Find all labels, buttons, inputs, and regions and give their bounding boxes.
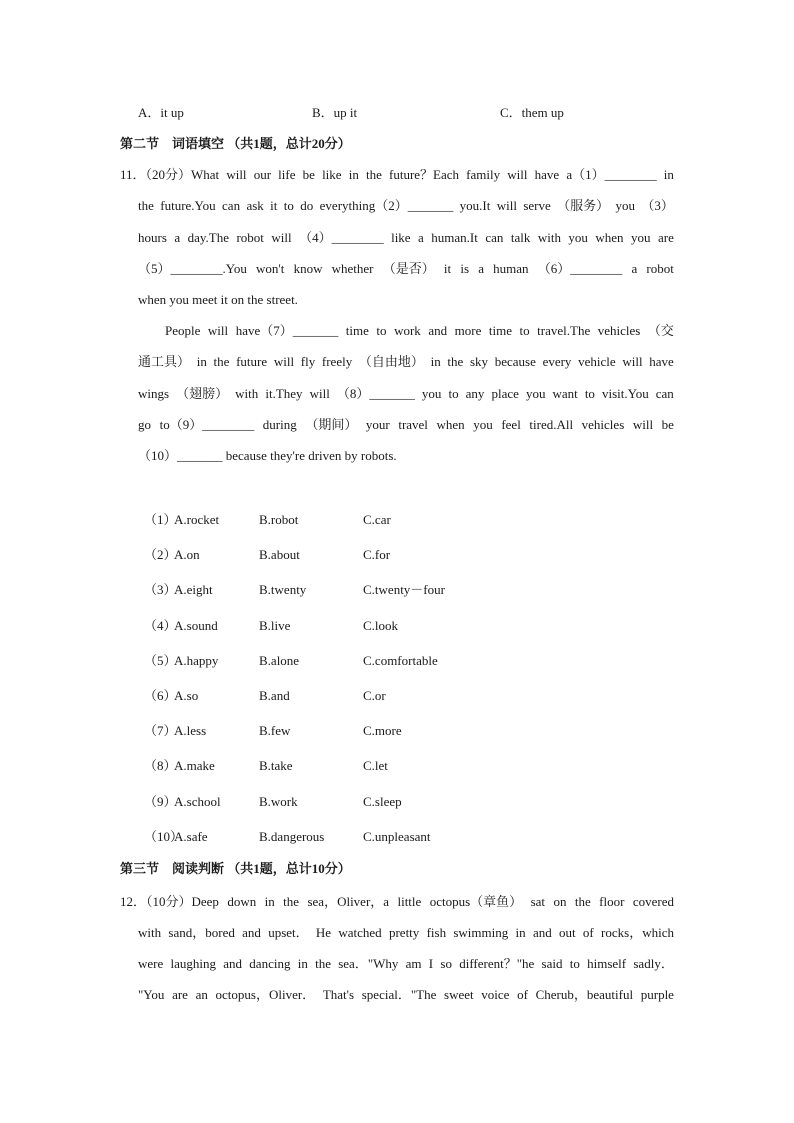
- word: （翅膀）: [176, 386, 229, 401]
- option-c: C.car: [363, 512, 391, 527]
- word: future: [236, 354, 268, 369]
- word: are: [658, 230, 674, 245]
- word: himself: [587, 956, 627, 971]
- option-b: B.and: [259, 688, 290, 703]
- word: （期间）: [305, 417, 358, 432]
- word: future？Each: [389, 167, 460, 182]
- q11-line-text: （10）_______ because they're driven by robots.: [138, 448, 397, 463]
- word: （服务）: [557, 198, 610, 213]
- word: and: [532, 925, 552, 940]
- option-a: A.on: [174, 547, 200, 563]
- word: pretty: [388, 925, 420, 940]
- word: with: [138, 925, 162, 940]
- section2-heading: 第二节 词语填空 （共1题，总计20分）: [120, 136, 351, 151]
- word: to: [448, 386, 459, 401]
- option-b: B.alone: [259, 652, 300, 668]
- word: different？"he: [459, 956, 535, 971]
- word: sat: [530, 894, 546, 909]
- word: our: [253, 167, 272, 182]
- option-number: （9）: [144, 793, 177, 809]
- option-b: B.few: [259, 723, 291, 739]
- word: you: [473, 417, 493, 432]
- word: swimming: [453, 925, 509, 940]
- option-b: B.live: [259, 617, 291, 633]
- word: won't: [256, 261, 285, 276]
- word: and: [223, 956, 243, 971]
- word: time: [345, 323, 369, 338]
- word: serve: [523, 198, 551, 213]
- word: will: [271, 230, 292, 245]
- option-c: C.comfortable: [363, 652, 438, 668]
- q10-option-b: B．up it: [312, 105, 358, 120]
- word: sweet: [444, 987, 474, 1002]
- option-number: （1）: [144, 512, 177, 527]
- q12-line: [120, 895, 674, 908]
- word: like: [322, 167, 342, 182]
- word: laughing: [170, 956, 217, 971]
- option-a: A.happy: [174, 652, 219, 668]
- option-a: A.school: [174, 793, 221, 809]
- word: feel: [501, 417, 521, 432]
- word: out: [559, 925, 576, 940]
- word: time: [488, 323, 512, 338]
- word: （是否）: [382, 261, 435, 276]
- option-c: C.twenty－four: [363, 582, 445, 598]
- word: will: [226, 167, 247, 182]
- word: can: [222, 198, 241, 213]
- word: go: [138, 417, 151, 432]
- word: will: [273, 354, 295, 369]
- word: voice: [481, 987, 510, 1002]
- word: will: [622, 354, 643, 369]
- word: sand，bored: [168, 925, 235, 940]
- word: floor: [599, 894, 625, 909]
- word: more: [454, 323, 482, 338]
- word: （4）________: [299, 230, 384, 245]
- q11-line-text: when you meet it on the street.: [138, 292, 298, 307]
- word: want: [552, 386, 578, 401]
- option-a: A.sound: [174, 617, 218, 633]
- word: can: [655, 386, 674, 401]
- option-b: B.take: [259, 758, 293, 774]
- word: it.They: [265, 386, 303, 401]
- word: freely: [321, 354, 353, 369]
- word: 通工具）: [138, 354, 191, 369]
- word: covered: [632, 894, 674, 909]
- word: That's: [322, 987, 355, 1002]
- word: in: [297, 956, 308, 971]
- word: a: [418, 230, 424, 245]
- word: be: [302, 167, 315, 182]
- option-c: C.or: [363, 688, 386, 703]
- word: the: [283, 894, 300, 909]
- word: you: [525, 386, 546, 401]
- word: and: [242, 925, 261, 940]
- word: will: [632, 417, 654, 432]
- option-number: （5）: [144, 652, 177, 668]
- word: will: [207, 323, 229, 338]
- word: in: [348, 167, 359, 182]
- word: （自由地）: [358, 354, 424, 369]
- option-b: B.twenty: [259, 582, 307, 598]
- word: the: [365, 167, 382, 182]
- option-b: B.dangerous: [259, 828, 325, 844]
- word: purple: [640, 987, 674, 1002]
- word: sadly．: [633, 956, 674, 971]
- word: during: [262, 417, 297, 432]
- word: travel: [398, 417, 428, 432]
- word: everything（2）_______: [319, 198, 454, 213]
- word: octopus，Oliver．: [215, 987, 316, 1002]
- option-number: （6）: [144, 688, 177, 703]
- word: （3）: [641, 198, 674, 213]
- option-number: （3）: [144, 582, 177, 598]
- word: whether: [331, 261, 374, 276]
- word: am: [405, 956, 422, 971]
- word: vehicles: [597, 323, 641, 338]
- q11-line: [165, 324, 674, 337]
- word: in: [430, 354, 441, 369]
- q10-option-c: C．them up: [500, 105, 564, 120]
- option-c: C.unpleasant: [363, 828, 431, 844]
- word: have: [534, 167, 560, 182]
- word: of: [582, 925, 594, 940]
- option-b: B.about: [259, 547, 300, 563]
- word: the: [447, 354, 464, 369]
- q11-line: [138, 199, 674, 212]
- word: vehicle: [578, 354, 616, 369]
- word: you: [568, 230, 588, 245]
- word: the: [138, 198, 154, 213]
- word: sea．"Why: [338, 956, 399, 971]
- word: in: [196, 354, 207, 369]
- word: in: [264, 894, 275, 909]
- q11-line: [138, 449, 397, 462]
- word: visit.You: [601, 386, 649, 401]
- word: is: [460, 261, 469, 276]
- option-c: C.look: [363, 617, 399, 633]
- word: octopus（章鱼）: [429, 894, 523, 909]
- q11-line: [138, 293, 298, 306]
- word: Cherub，beautiful: [535, 987, 634, 1002]
- q11-line: [138, 418, 674, 431]
- word: human.It: [431, 230, 478, 245]
- word: when: [436, 417, 465, 432]
- word: fly: [300, 354, 316, 369]
- q12-line: [138, 957, 674, 970]
- word: every: [542, 354, 572, 369]
- word: down: [227, 894, 257, 909]
- word: a: [478, 261, 484, 276]
- word: watched: [338, 925, 382, 940]
- word: can: [485, 230, 504, 245]
- word: family: [466, 167, 501, 182]
- word: you.It: [459, 198, 491, 213]
- option-c: C.sleep: [363, 793, 402, 809]
- word: a: [631, 261, 638, 276]
- q11-line: [120, 168, 674, 181]
- word: your: [365, 417, 390, 432]
- option-number: （8）: [144, 758, 177, 774]
- word: work: [394, 323, 421, 338]
- word: when: [595, 230, 624, 245]
- word: you: [631, 230, 651, 245]
- word: it: [443, 261, 452, 276]
- word: 12．（10分）Deep: [120, 894, 219, 909]
- word: sky: [469, 354, 489, 369]
- section3-heading: 第三节 阅读判断 （共1题，总计10分）: [120, 861, 351, 876]
- word: （5）________.You: [138, 261, 247, 276]
- option-a: A.so: [174, 688, 199, 703]
- word: like: [391, 230, 411, 245]
- word: said: [541, 956, 563, 971]
- word: in: [515, 925, 526, 940]
- option-a: A.safe: [174, 828, 208, 844]
- word: to: [283, 198, 294, 213]
- word: in: [663, 167, 674, 182]
- word: human: [493, 261, 529, 276]
- word: to: [376, 323, 387, 338]
- word: People: [165, 323, 201, 338]
- word: it: [270, 198, 278, 213]
- word: with: [235, 386, 259, 401]
- word: a（1）________: [566, 167, 657, 182]
- option-a: A.eight: [174, 582, 213, 598]
- word: talk: [510, 230, 531, 245]
- word: robot: [646, 261, 674, 276]
- word: （8）_______: [336, 386, 415, 401]
- word: rocks，which: [601, 925, 674, 940]
- word: vehicles: [581, 417, 625, 432]
- option-c: C.for: [363, 547, 391, 563]
- word: He: [315, 925, 332, 940]
- q12-line: [138, 926, 674, 939]
- word: hours: [138, 230, 167, 245]
- option-a: A.rocket: [174, 512, 220, 527]
- word: on: [553, 894, 567, 909]
- word: a: [174, 230, 181, 245]
- word: fish: [426, 925, 447, 940]
- q11-line: [138, 355, 674, 368]
- option-number: （7）: [144, 723, 177, 739]
- word: and: [428, 323, 448, 338]
- option-b: B.work: [259, 793, 298, 809]
- word: the: [213, 354, 230, 369]
- word: do: [300, 198, 314, 213]
- word: robot: [236, 230, 264, 245]
- word: tired.All: [529, 417, 574, 432]
- option-b: B.robot: [259, 512, 299, 527]
- word: （6）________: [537, 261, 623, 276]
- word: 11．（20分）What: [120, 167, 220, 182]
- word: will: [507, 167, 528, 182]
- word: you: [421, 386, 442, 401]
- word: place: [491, 386, 519, 401]
- word: will: [496, 198, 517, 213]
- word: know: [293, 261, 323, 276]
- word: to: [584, 386, 595, 401]
- word: the: [315, 956, 331, 971]
- word: because: [494, 354, 536, 369]
- word: day.The: [187, 230, 229, 245]
- option-a: A.less: [174, 723, 207, 739]
- word: any: [465, 386, 485, 401]
- option-a: A.make: [174, 758, 215, 774]
- q11-line: [138, 387, 674, 400]
- word: to: [569, 956, 580, 971]
- option-c: C.let: [363, 758, 388, 774]
- word: have: [649, 354, 674, 369]
- word: travel.The: [537, 323, 591, 338]
- word: will: [309, 386, 330, 401]
- word: to: [519, 323, 530, 338]
- word: be: [661, 417, 674, 432]
- word: an: [195, 987, 208, 1002]
- word: （交: [647, 323, 674, 338]
- option-number: （2）: [144, 547, 177, 563]
- q12-line: [138, 988, 674, 1001]
- word: future.You: [160, 198, 216, 213]
- q11-line: [138, 231, 674, 244]
- word: with: [537, 230, 561, 245]
- word: the: [574, 894, 591, 909]
- word: have（7）_______: [235, 323, 339, 338]
- word: little: [397, 894, 422, 909]
- word: dancing: [249, 956, 291, 971]
- word: you: [615, 198, 636, 213]
- word: so: [440, 956, 452, 971]
- word: wings: [138, 386, 170, 401]
- option-number: （10）: [144, 828, 184, 844]
- q11-line: [138, 262, 674, 275]
- word: upset．: [268, 925, 309, 940]
- word: were: [138, 956, 164, 971]
- word: of: [517, 987, 528, 1002]
- option-number: （4）: [144, 617, 177, 633]
- word: life: [278, 167, 296, 182]
- word: special．"The: [361, 987, 437, 1002]
- option-c: C.more: [363, 723, 402, 739]
- word: are: [172, 987, 188, 1002]
- q10-option-a: A．it up: [138, 105, 184, 120]
- word: I: [428, 956, 434, 971]
- word: to（9）________: [159, 417, 255, 432]
- word: "You: [138, 987, 165, 1002]
- word: ask: [246, 198, 264, 213]
- word: sea，Oliver，a: [307, 894, 390, 909]
